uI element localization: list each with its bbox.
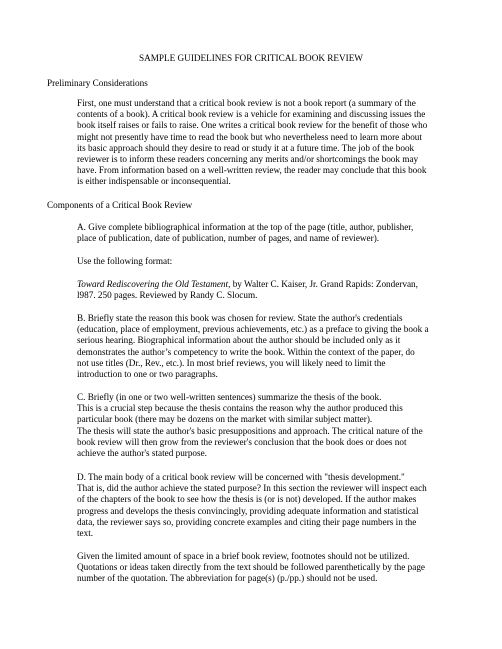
text-line: is either indispensable or inconsequential. <box>77 176 231 187</box>
paragraph-a <box>77 222 477 244</box>
text-line: its basic approach should they desire to read or study it at a future time. The job of the book <box>77 142 415 153</box>
text-line: not use titles (Dr., Rev., etc.). In most brief reviews, you will likely need to limit the <box>77 357 386 368</box>
text-line: progress and develops the thesis convincingly, providing adequate information and statistical <box>77 505 419 516</box>
text-line: This is a crucial step because the thesis contains the reason why the author produced this <box>77 403 403 414</box>
text-line: have. From information based on a well-written review, the reader may conclude that this book <box>77 165 427 176</box>
example-line-1 <box>77 279 477 290</box>
text-line: particular book (there may be dozens on the market with similar subject matter). <box>77 414 373 425</box>
text-line: of the chapters of the book to see how the thesis is (or is not) developed. If the author makes <box>77 494 417 505</box>
text-line: introduction to one or two paragraphs. <box>77 369 218 380</box>
paragraph-d <box>77 472 477 539</box>
paragraph-c <box>77 392 477 459</box>
text-line: serious hearing. Biographical information about the author should be included only as it <box>77 335 401 346</box>
text-line: contents of a book). A critical book review is a vehicle for examining and discussing issues the <box>77 109 426 120</box>
paragraph-b <box>77 313 477 380</box>
text-line: Quotations or ideas taken directly from the text should be followed parenthetically by the page <box>77 562 425 573</box>
text-line: text. <box>77 528 94 539</box>
format-intro <box>77 256 477 267</box>
text-line: book review will then grow from the reviewer's conclusion that the book does or does not <box>77 436 407 447</box>
text-line: D. The main body of a critical book review will be concerned with "thesis development." <box>77 472 405 482</box>
text-line: That is, did the author achieve the stated purpose? In this section the reviewer will inspect each <box>77 483 427 494</box>
format-example <box>77 279 477 301</box>
section-heading-components: Components of a Critical Book Review <box>47 200 193 210</box>
text-line: place of publication, date of publication, number of pages, and name of reviewer). <box>77 233 380 244</box>
paragraph-e <box>77 551 477 585</box>
section-heading-preliminary: Preliminary Considerations <box>47 78 148 88</box>
text-line: The thesis will state the author's basic presuppositions and approach. The critical nature of the <box>77 425 423 436</box>
text-line: might not presently have time to read the book but who nevertheless need to learn more about <box>77 131 422 142</box>
example-details: , by Walter C. Kaiser, Jr. Grand Rapids: Zondervan, <box>228 279 418 289</box>
text-line: reviewer is to inform these readers concerning any merits and/or shortcomings the book may <box>77 154 419 165</box>
text-line: data, the reviewer says so, providing concrete examples and citing their page numbers in the <box>77 516 417 527</box>
text-line: (education, place of employment, previous achievements, etc.) as a preface to giving the book a <box>77 324 429 335</box>
text-line: book itself raises or fails to raise. One writes a critical book review for the benefit of those who <box>77 120 428 131</box>
text-line: demonstrates the author’s competency to write the book. Within the context of the paper, do <box>77 346 415 357</box>
text-line: number of the quotation. The abbreviation for page(s) (p./pp.) should not be used. <box>77 573 378 584</box>
page-title: SAMPLE GUIDELINES FOR CRITICAL BOOK REVIEW <box>139 53 363 63</box>
example-book-title: Toward Rediscovering the Old Testament <box>77 279 229 289</box>
text-line: achieve the author's stated purpose. <box>77 448 207 459</box>
text-line: First, one must understand that a critical book review is not a book report (a summary of the <box>77 98 416 108</box>
paragraph-preliminary <box>77 98 477 188</box>
text-line: C. Briefly (in one or two well-written sentences) summarize the thesis of the book. <box>77 392 382 402</box>
text-line: Given the limited amount of space in a brief book review, footnotes should not be utilized. <box>77 551 410 561</box>
text-line: B. Briefly state the reason this book was chosen for review. State the author's credentials <box>77 313 403 323</box>
text-line: A. Give complete bibliographical information at the top of the page (title, author, publisher, <box>77 222 414 232</box>
text-line: Use the following format: <box>77 256 173 266</box>
example-line-2: l987. 250 pages. Reviewed by Randy C. Slocum. <box>77 290 258 301</box>
